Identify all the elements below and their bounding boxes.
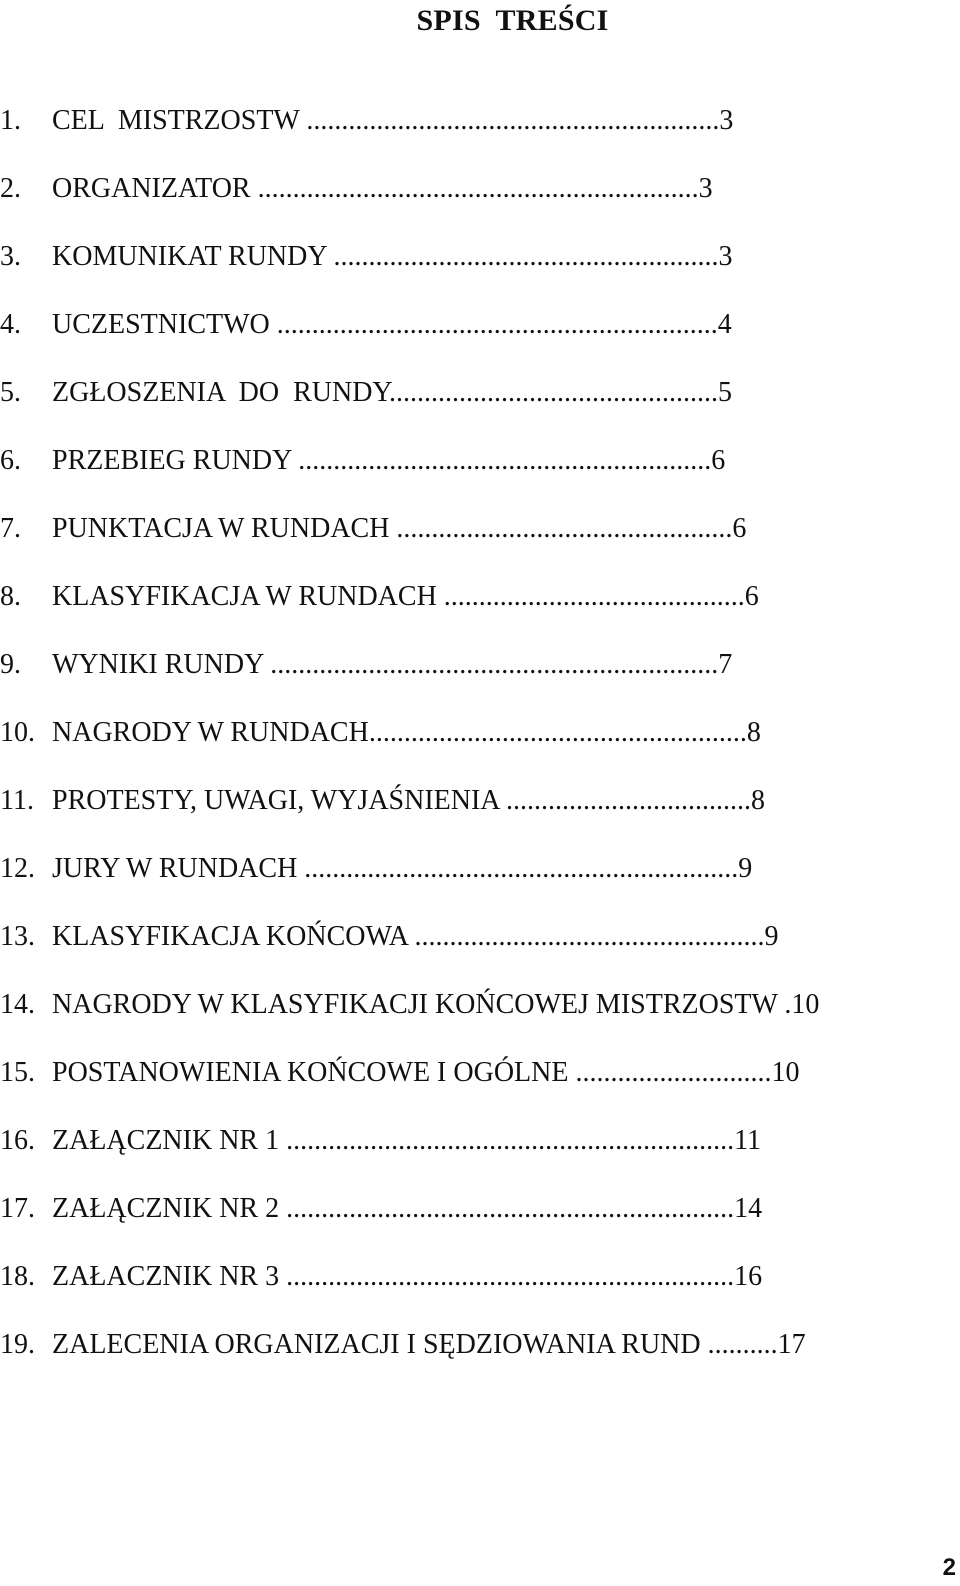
page-title: SPIS TREŚCI	[416, 4, 609, 37]
page-number: 2	[942, 1554, 956, 1581]
toc-item	[0, 103, 920, 139]
toc-item	[0, 1259, 920, 1295]
toc-item-text: NAGRODY W KLASYFIKACJI KOŃCOWEJ MISTRZOSTW .10	[52, 989, 820, 1020]
toc-item	[0, 307, 920, 343]
toc-item-number: 17.	[0, 1193, 35, 1224]
toc-item	[0, 1123, 920, 1159]
toc-item	[0, 1327, 920, 1363]
toc-item-text: PRZEBIEG RUNDY ...........................................................6	[52, 445, 726, 476]
toc-item-text: ZAŁĄCZNIK NR 1 ................................................................11	[52, 1125, 762, 1156]
toc-item	[0, 919, 920, 955]
toc-item	[0, 375, 920, 411]
toc-item-text: ZAŁĄCZNIK NR 2 ................................................................14	[52, 1193, 763, 1224]
toc-item-text: NAGRODY W RUNDACH......................................................8	[52, 717, 761, 748]
toc-item	[0, 851, 920, 887]
toc-item-text: ZAŁACZNIK NR 3 ................................................................16	[52, 1261, 763, 1292]
toc-item-text: KLASYFIKACJA KOŃCOWA ..................................................9	[52, 921, 779, 952]
toc-item-number: 4.	[0, 309, 21, 340]
toc-item-text: CEL MISTRZOSTW ...........................................................3	[52, 105, 734, 136]
toc-item-number: 16.	[0, 1125, 35, 1156]
toc-item	[0, 987, 920, 1023]
toc-item	[0, 443, 920, 479]
toc-item	[0, 239, 920, 275]
toc-item-number: 7.	[0, 513, 21, 544]
toc-item-text: UCZESTNICTWO ...............................................................4	[52, 309, 732, 340]
toc-item-text: PUNKTACJA W RUNDACH ................................................6	[52, 513, 747, 544]
toc-item-number: 14.	[0, 989, 35, 1020]
toc-item-number: 5.	[0, 377, 21, 408]
toc-item-text: ZALECENIA ORGANIZACJI I SĘDZIOWANIA RUND ..........17	[52, 1329, 806, 1360]
toc-item-number: 11.	[0, 785, 34, 816]
toc-item	[0, 511, 920, 547]
toc-item-number: 15.	[0, 1057, 35, 1088]
toc-item-text: ZGŁOSZENIA DO RUNDY...............................................5	[52, 377, 733, 408]
toc-item-number: 2.	[0, 173, 21, 204]
toc-item-number: 3.	[0, 241, 21, 272]
toc-item	[0, 783, 920, 819]
toc-item-number: 12.	[0, 853, 35, 884]
toc-item	[0, 715, 920, 751]
toc-item-number: 6.	[0, 445, 21, 476]
toc-item-number: 18.	[0, 1261, 35, 1292]
toc-item-text: ORGANIZATOR ...............................................................3	[52, 173, 713, 204]
toc-item-number: 10.	[0, 717, 35, 748]
toc-item-number: 13.	[0, 921, 35, 952]
toc-item	[0, 171, 920, 207]
toc-item-number: 9.	[0, 649, 21, 680]
toc-item-number: 19.	[0, 1329, 35, 1360]
toc-item-text: PROTESTY, UWAGI, WYJAŚNIENIA ...................................8	[52, 785, 765, 816]
toc-item-text: KOMUNIKAT RUNDY .......................................................3	[52, 241, 733, 272]
toc-item-number: 1.	[0, 105, 21, 136]
toc-item	[0, 1191, 920, 1227]
toc-item-text: POSTANOWIENIA KOŃCOWE I OGÓLNE ............................10	[52, 1057, 800, 1088]
toc-item	[0, 647, 920, 683]
toc-item	[0, 1055, 920, 1091]
toc-item-text: WYNIKI RUNDY ................................................................7	[52, 649, 733, 680]
toc-item-text: KLASYFIKACJA W RUNDACH ...........................................6	[52, 581, 759, 612]
toc-item-text: JURY W RUNDACH ..............................................................9	[52, 853, 753, 884]
toc-item	[0, 579, 920, 615]
toc-item-number: 8.	[0, 581, 21, 612]
